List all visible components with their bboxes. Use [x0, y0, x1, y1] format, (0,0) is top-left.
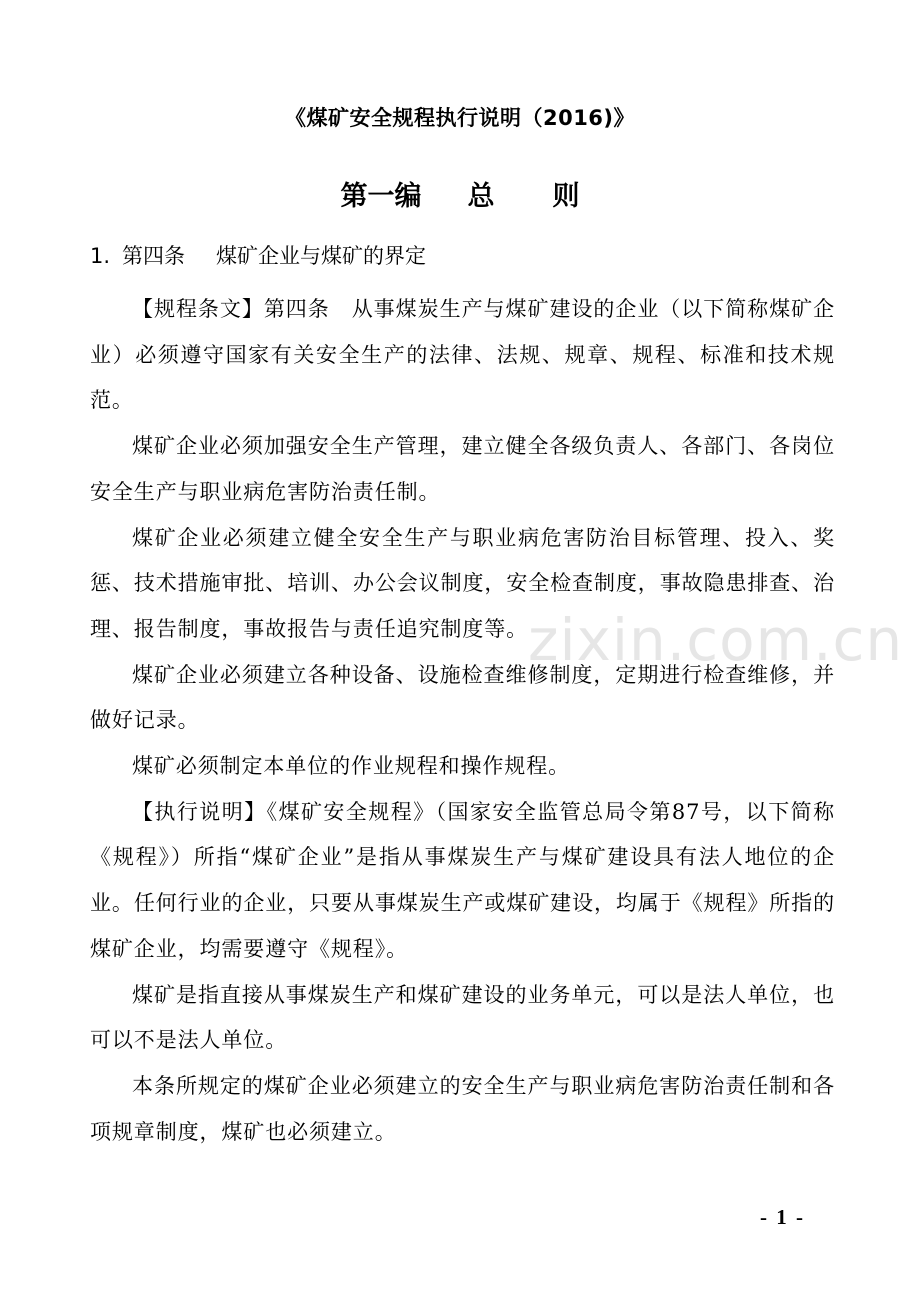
paragraph-1: 【规程条文】第四条 从事煤炭生产与煤矿建设的企业（以下简称煤矿企业）必须遵守国家有关安全生产的法律、法规、规章、规程、标准和技术规范。: [90, 297, 835, 413]
paragraph-6: 【执行说明】《煤矿安全规程》（国家安全监管总局令第87号，以下简称《规程》）所指“煤矿企业”是指从事煤炭生产与煤矿建设具有法人地位的企业。任何行业的企业，只要从事煤炭生产或煤矿建设，均属于《规程》所指的煤矿企业，均需要遵守《规程》。: [90, 799, 835, 961]
watermark: zixin.com.cn: [528, 606, 904, 674]
section-heading-text: 煤矿企业与煤矿的界定: [216, 244, 426, 268]
section-heading: [90, 236, 426, 276]
part-label: 第一编: [340, 181, 422, 212]
part-word-general: 总: [467, 181, 495, 212]
body-text: [90, 287, 835, 1155]
paragraph-4: 煤矿企业必须建立各种设备、设施检查维修制度，定期进行检查维修，并做好记录。: [90, 662, 835, 733]
page-number: - 1 -: [760, 1205, 805, 1229]
paragraph-8: 本条所规定的煤矿企业必须建立的安全生产与职业病危害防治责任制和各项规章制度，煤矿也必须建立。: [90, 1073, 835, 1144]
part-word-rule: 则: [552, 181, 580, 212]
paragraph-7: 煤矿是指直接从事煤炭生产和煤矿建设的业务单元，可以是法人单位，也可以不是法人单位。: [90, 982, 835, 1053]
part-title: [0, 175, 920, 219]
paragraph-2: 煤矿企业必须加强安全生产管理，建立健全各级负责人、各部门、各岗位安全生产与职业病危害防治责任制。: [90, 434, 835, 504]
paragraph-3: 煤矿企业必须建立健全安全生产与职业病危害防治目标管理、投入、奖惩、技术措施审批、培训、办公会议制度，安全检查制度，事故隐患排查、治理、报告制度，事故报告与责任追究制度等。: [90, 525, 835, 641]
section-article: 第四条: [122, 244, 185, 268]
document-title: 《煤矿安全规程执行说明（2016)》: [284, 106, 636, 130]
paragraph-5: 煤矿必须制定本单位的作业规程和操作规程。: [132, 754, 570, 779]
section-number: 1.: [90, 244, 111, 268]
